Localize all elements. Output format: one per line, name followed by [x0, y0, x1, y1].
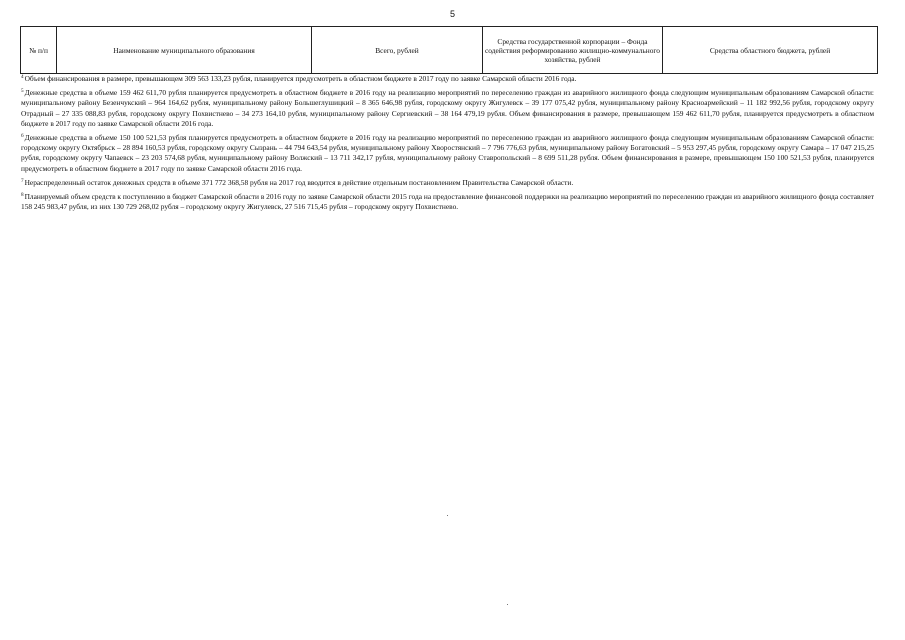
- header-cell-municipality: Наименование муниципального образования: [57, 27, 312, 74]
- footnotes: [21, 74, 874, 216]
- footnote-text: Денежные средства в объеме 159 462 611,70 рубля планируется предусмотреть в областном бюджете в 2016 году на реализацию мероприятий по переселению граждан из аварийного жилищного фонда следующим муниципальным образованиям Самарской области: муниципальному району Безенчукский – 964 164,62 рубля, муниципальному району Большеглушицкий – 8 365 646,98 рубля, городскому округу Жигулевск – 39 177 075,42 рубля, муниципальному району Красноармейский – 11 182 992,56 рубля, городскому округу Отрадный – 27 335 088,83 рубля, городскому округу Похвистнево – 34 273 164,10 рубля, муниципальному району Сергиевский – 38 164 479,19 рубля. Объем финансирования в размере, превышающем 159 462 611,70 рубля, планируется предусмотреть в областном бюджете в 2017 году по заявке Самарской области 2016 года.: [21, 88, 874, 128]
- scan-speck: [507, 604, 508, 605]
- footnote-5: [21, 88, 874, 129]
- footnote-text: Планируемый объем средств к поступлению в бюджет Самарской области в 2016 году по заявке Самарской области 2015 года на предоставление финансовой поддержки на реализацию мероприятий по переселению граждан из аварийного жилищного фонда составляет 158 245 983,47 рубля, из них 130 729 268,02 рубля – городскому округу Жигулевск, 27 516 715,45 рубля – городскому округу Похвистнево.: [21, 192, 874, 212]
- scan-speck: [447, 515, 448, 516]
- footnote-6: [21, 133, 874, 174]
- footnote-4: [21, 74, 874, 84]
- table-header: [20, 26, 878, 74]
- header-cell-total: Всего, рублей: [312, 27, 483, 74]
- table-header-row: [21, 27, 878, 74]
- header-cell-fund: Средства государственной корпорации – Фонда содействия реформированию жилищно-коммунального хозяйства, рублей: [483, 27, 663, 74]
- header-cell-number: № п/п: [21, 27, 57, 74]
- footnote-7: [21, 178, 874, 188]
- footnote-mark: 5: [21, 88, 24, 95]
- header-cell-regional-budget: Средства областного бюджета, рублей: [663, 27, 878, 74]
- footnote-8: [21, 192, 874, 212]
- footnote-mark: 6: [21, 133, 24, 140]
- footnote-text: Нераспределенный остаток денежных средств в объеме 371 772 368,58 рубля на 2017 год вводится в действие отдельным постановлением Правительства Самарской области.: [24, 177, 574, 187]
- footnote-text: Объем финансирования в размере, превышающем 309 563 133,23 рубля, планируется предусмотреть в областном бюджете в 2017 году по заявке Самарской области 2016 года.: [24, 74, 577, 83]
- footnote-mark: 7: [21, 177, 24, 184]
- footnote-mark: 8: [21, 192, 24, 199]
- page-number: 5: [449, 9, 455, 19]
- footnote-text: Денежные средства в объеме 150 100 521,53 рубля планируется предусмотреть в областном бюджете в 2016 году на реализацию мероприятий по переселению граждан из аварийного жилищного фонда следующим муниципальным образованиям Самарской области: городскому округу Октябрьск – 28 894 160,53 рубля, городскому округу Сызрань – 44 794 643,54 рубля, муниципальному району Хворостянский – 7 796 776,63 рубля, муниципальному району Богатовский – 5 953 297,45 рубля, городскому округу Самара – 17 047 215,25 рубля, городскому округу Чапаевск – 23 203 574,68 рубля, муниципальному району Волжский – 13 711 342,17 рубля, муниципальному району Ставропольский – 8 699 511,28 рубля. Объем финансирования в размере, превышающем 150 100 521,53 рубля, планируется предусмотреть в областном бюджете в 2017 году по заявке Самарской области 2016 года.: [21, 133, 874, 173]
- footnote-mark: 4: [21, 74, 24, 80]
